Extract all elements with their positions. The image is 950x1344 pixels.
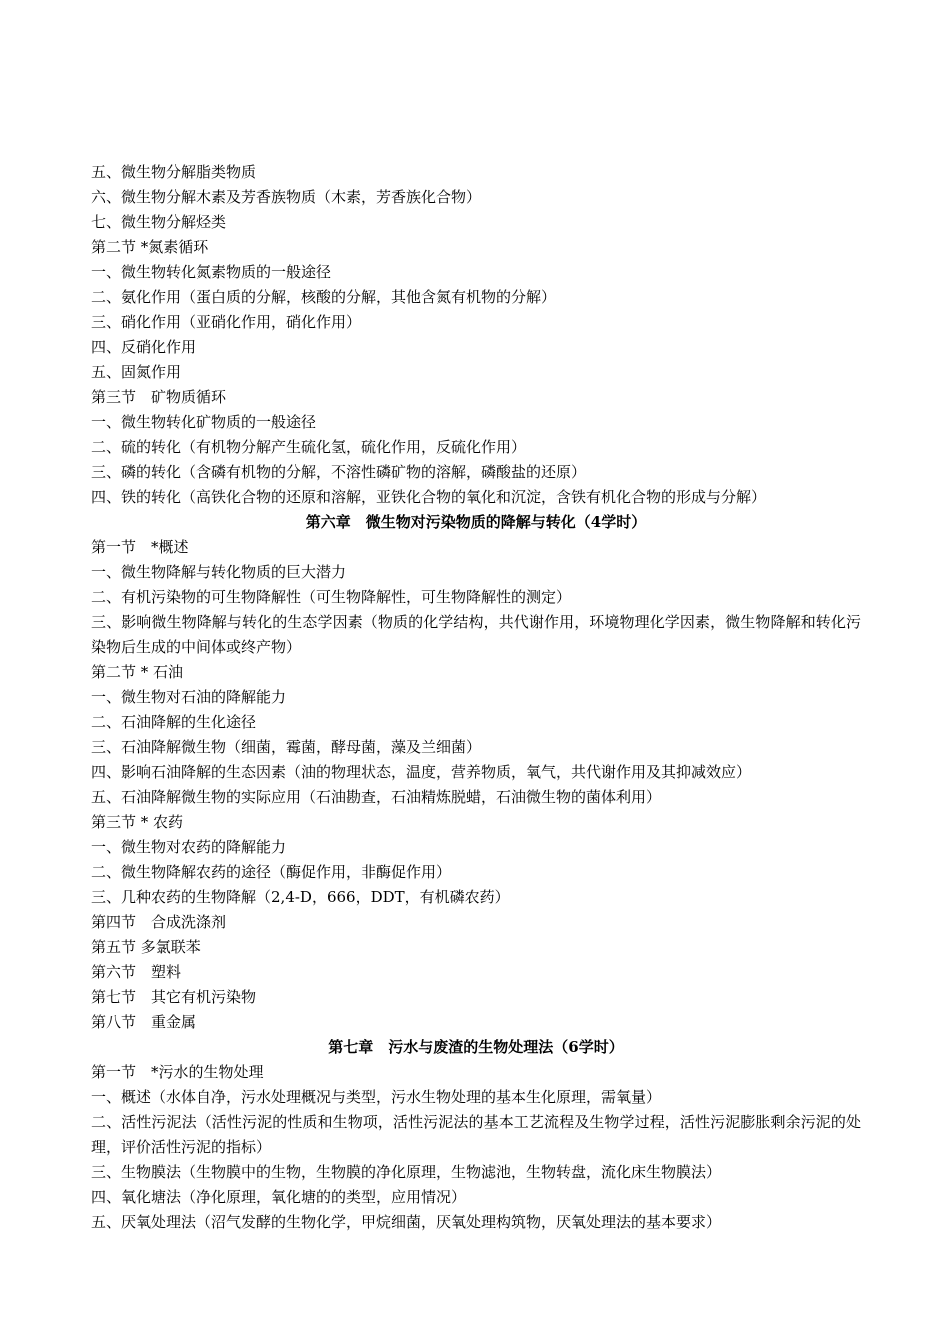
- outline-item: 一、概述（水体自净，污水处理概况与类型，污水生物处理的基本生化原理，需氧量）: [91, 1088, 662, 1106]
- outline-item: 一、微生物对农药的降解能力: [91, 838, 287, 856]
- outline-item: 七、微生物分解烃类: [91, 213, 227, 231]
- chapter-heading: 第六章 微生物对污染物质的降解与转化（4学时）: [305, 513, 647, 531]
- outline-item: 四、铁的转化（高铁化合物的还原和溶解，亚铁化合物的氧化和沉淀，含铁有机化合物的形成与分解）: [91, 488, 767, 506]
- outline-item: 三、几种农药的生物降解（2,4-D，666，DDT，有机磷农药）: [91, 888, 510, 906]
- outline-item: 四、反硝化作用: [91, 338, 197, 356]
- outline-item: 二、有机污染物的可生物降解性（可生物降解性，可生物降解性的测定）: [91, 588, 572, 606]
- section-heading: 第八节 重金属: [91, 1013, 197, 1031]
- section-heading: 第三节 * 农药: [91, 813, 184, 831]
- outline-item: 一、微生物转化矿物质的一般途径: [91, 413, 317, 431]
- outline-item: 二、石油降解的生化途径: [91, 713, 257, 731]
- document-page: [91, 160, 861, 1235]
- section-heading: 第一节 *概述: [91, 538, 189, 556]
- section-heading: 第一节 *污水的生物处理: [91, 1063, 264, 1081]
- outline-item: 五、微生物分解脂类物质: [91, 163, 257, 181]
- section-heading: 第五节 多氯联苯: [91, 938, 201, 956]
- chapter-heading: 第七章 污水与废渣的生物处理法（6学时）: [328, 1038, 624, 1056]
- outline-item: 三、磷的转化（含磷有机物的分解，不溶性磷矿物的溶解，磷酸盐的还原）: [91, 463, 587, 481]
- outline-item: 二、活性污泥法（活性污泥的性质和生物项，活性污泥法的基本工艺流程及生物学过程，活性污泥膨胀剩余污泥的处理，评价活性污泥的指标）: [91, 1113, 861, 1156]
- outline-item: 三、生物膜法（生物膜中的生物，生物膜的净化原理，生物滤池，生物转盘，流化床生物膜法）: [91, 1163, 722, 1181]
- outline-item: 二、氨化作用（蛋白质的分解，核酸的分解，其他含氮有机物的分解）: [91, 288, 557, 306]
- outline-item: 二、微生物降解农药的途径（酶促作用，非酶促作用）: [91, 863, 452, 881]
- outline-item: 三、硝化作用（亚硝化作用，硝化作用）: [91, 313, 362, 331]
- outline-item: 四、影响石油降解的生态因素（油的物理状态，温度，营养物质，氧气，共代谢作用及其抑减效应）: [91, 763, 752, 781]
- section-heading: 第六节 塑料: [91, 963, 182, 981]
- outline-item: 一、微生物降解与转化物质的巨大潜力: [91, 563, 347, 581]
- outline-item: 四、氧化塘法（净化原理，氧化塘的的类型，应用情况）: [91, 1188, 467, 1206]
- section-heading: 第二节 *氮素循环: [91, 238, 209, 256]
- outline-item: 二、硫的转化（有机物分解产生硫化氢，硫化作用，反硫化作用）: [91, 438, 527, 456]
- section-heading: 第七节 其它有机污染物: [91, 988, 257, 1006]
- outline-item: 一、微生物转化氮素物质的一般途径: [91, 263, 332, 281]
- outline-item: 五、石油降解微生物的实际应用（石油勘查，石油精炼脱蜡，石油微生物的菌体利用）: [91, 788, 662, 806]
- outline-item: 三、石油降解微生物（细菌，霉菌，酵母菌，藻及兰细菌）: [91, 738, 482, 756]
- outline-item: 五、厌氧处理法（沼气发酵的生物化学，甲烷细菌，厌氧处理构筑物，厌氧处理法的基本要求）: [91, 1213, 722, 1231]
- outline-item: 六、微生物分解木素及芳香族物质（木素，芳香族化合物）: [91, 188, 482, 206]
- section-heading: 第二节 * 石油: [91, 663, 184, 681]
- outline-item: 一、微生物对石油的降解能力: [91, 688, 287, 706]
- section-heading: 第四节 合成洗涤剂: [91, 913, 227, 931]
- section-heading: 第三节 矿物质循环: [91, 388, 227, 406]
- outline-item: 五、固氮作用: [91, 363, 182, 381]
- outline-item: 三、影响微生物降解与转化的生态学因素（物质的化学结构，共代谢作用，环境物理化学因素，微生物降解和转化污染物后生成的中间体或终产物）: [91, 613, 861, 656]
